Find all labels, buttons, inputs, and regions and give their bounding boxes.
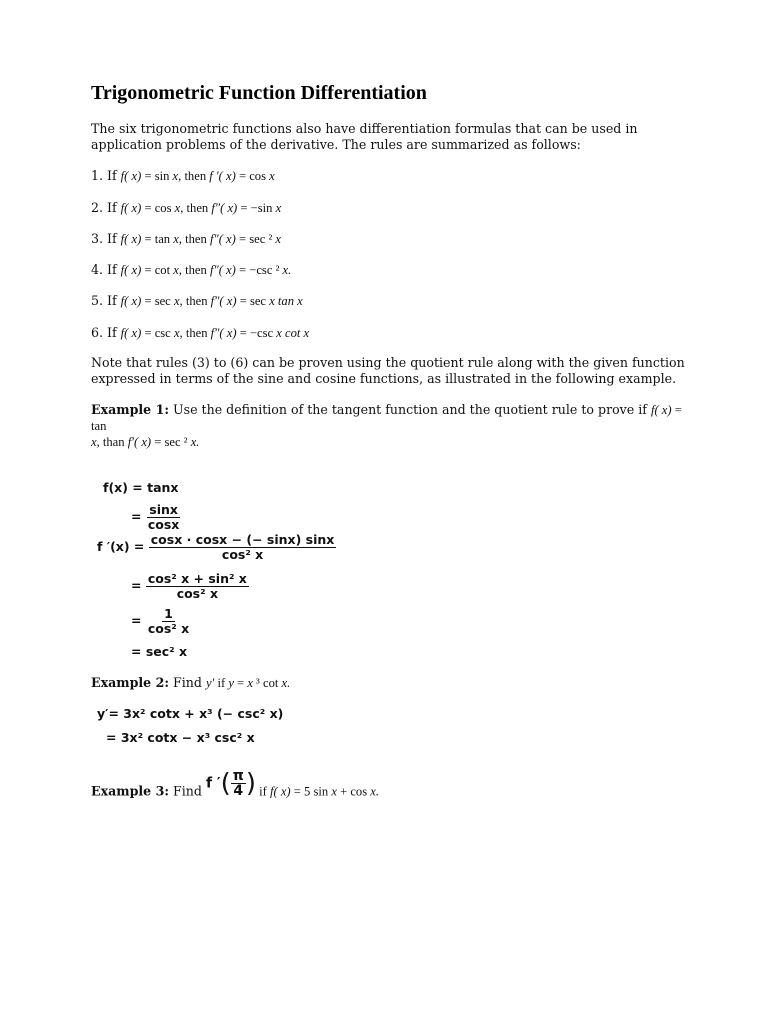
- derivation-line-3: f ′(x) = $\frac{\cos x \cdot \cos x - (- \sin x) \sin x}{\text{cos² x}}$: [97, 532, 335, 562]
- example-2-label: Example 2:: [91, 675, 169, 690]
- example-3-label: Example 3:: [91, 783, 169, 799]
- note-paragraph: Note that rules (3) to (6) can be proven using the quotient rule along with the given function expressed in terms of the sine and cosine functions, as illustrated in the following example.: [91, 355, 685, 386]
- page-title: Trigonometric Function Differentiation: [91, 82, 427, 104]
- rule-6: 6. If f( x) = csc x, then f″( x) = −csc x cot x: [91, 325, 310, 340]
- derivation-line-1: f(x) = tanx: [103, 480, 179, 495]
- derivation-line-6: = sec² x: [131, 644, 188, 659]
- example-1-label: Example 1:: [91, 402, 169, 417]
- derivation-line-2: = $\frac{\sin x}{\cos x}$: [131, 502, 180, 532]
- rule-2: 2. If f( x) = cos x, then f″( x) = −sin x: [91, 200, 282, 215]
- intro-paragraph: The six trigonometric functions also have differentiation formulas that can be used in application problems of the derivative. The rules are summarized as follows:: [91, 121, 638, 152]
- example-2-line-1: y′= 3x² cotx + x³ (− csc² x): [97, 706, 284, 721]
- derivation-line-4: = $\frac{\text{cos² x + sin² x}}{\text{cos² x}}$: [131, 571, 247, 601]
- example-1-statement: Example 1: Use the definition of the tangent function and the quotient rule to prove if f( x) = tan x, than f′( x) = sec ² x.: [91, 402, 682, 449]
- rule-4: 4. If f( x) = cot x, then f″( x) = −csc ² x.: [91, 262, 292, 277]
- derivation-line-5: = $\frac{1}{\text{cos² x}}$: [131, 606, 190, 636]
- rule-3: 3. If f( x) = tan x, then f″( x) = sec ² x: [91, 231, 281, 246]
- rule-1: 1. If f( x) = sin x, then f ′( x) = cos x: [91, 168, 275, 183]
- example-3-statement: Example 3: Find f ′( $\frac{\pi}{4}$ ) if f( x) = 5 sin x + cos x.: [91, 768, 380, 799]
- f-prime-pi-over-4: f ′( $\frac{\pi}{4}$ ): [205, 768, 256, 799]
- rule-5: 5. If f( x) = sec x, then f″( x) = sec x tan x: [91, 293, 303, 308]
- example-2-line-2: = 3x² cotx − x³ csc² x: [106, 730, 255, 745]
- example-2-statement: Example 2: Find y′ if y = x ³ cot x.: [91, 675, 291, 690]
